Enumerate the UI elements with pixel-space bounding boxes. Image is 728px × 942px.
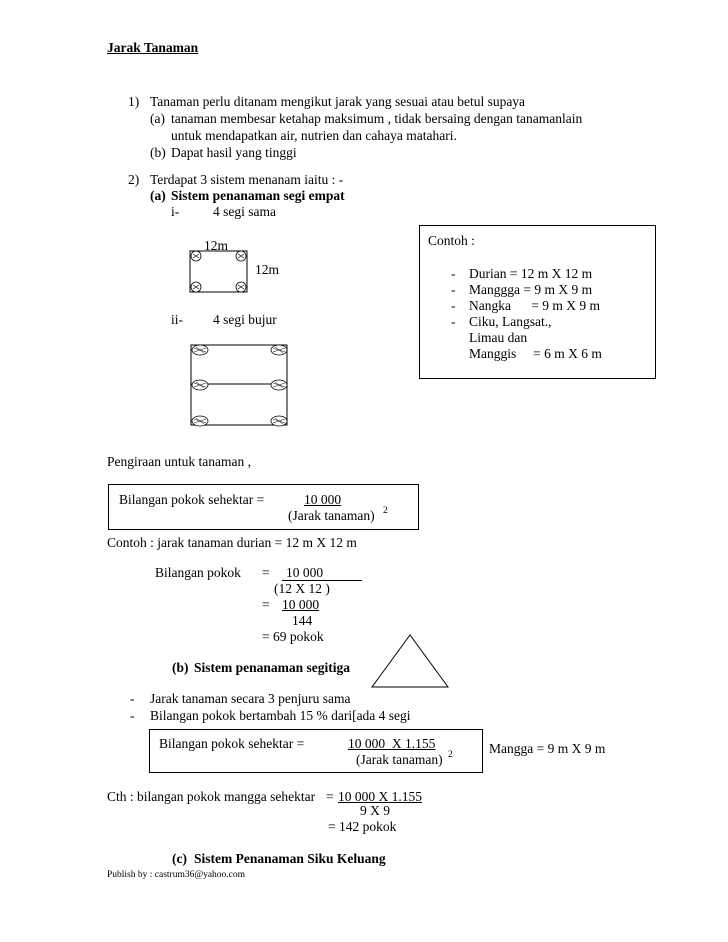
section1-b-text: Dapat hasil yang tinggi [171,145,297,160]
footer-publisher: Publish by : castrum36@yahoo.com [107,870,246,880]
pengiraan-heading: Pengiraan untuk tanaman , [107,454,251,469]
square-planting-diagram [186,246,252,296]
plant-circle-icon [192,345,287,426]
calc1-eq2: = [262,597,270,612]
dimension-top-label: 12m [204,238,229,253]
bullet-item: Bilangan pokok bertambah 15 % dari[ada 4 segi [150,708,411,723]
mangga-note: Mangga = 9 m X 9 m [489,741,606,756]
calc2-eq: = [326,789,334,804]
subitem-i-label: i- [171,204,180,219]
calc2-label: Cth : bilangan pokok mangga sehektar [107,789,316,804]
formula1-denominator: (Jarak tanaman) [288,508,375,523]
calc1-num2: 10 000 [282,597,320,612]
contoh-item-dash: - [451,282,456,297]
list-number-1: 1) [128,94,140,109]
contoh-item: Durian = 12 m X 12 m [469,266,593,281]
calc1-result: = 69 pokok [262,629,324,644]
section1-a-text2: untuk mendapatkan air, nutrien dan cahaya matahari. [171,128,457,143]
calc1-eq: = [262,565,270,580]
bullet-item: Jarak tanaman secara 3 penjuru sama [150,691,351,706]
contoh-item-dash: - [451,298,456,313]
contoh-item-dash: - [451,266,456,281]
contoh-durian: Contoh : jarak tanaman durian = 12 m X 12 m [107,535,357,550]
calc1-den2: 144 [292,613,313,628]
formula1-label: Bilangan pokok sehektar = [119,492,265,507]
subitem-ii-text: 4 segi bujur [213,312,277,327]
section1-text: Tanaman perlu ditanam mengikut jarak yang sesuai atau betul supaya [150,94,526,109]
bullet-dash: - [130,708,135,723]
subitem-ii-label: ii- [171,312,183,327]
calc2-denominator: 9 X 9 [360,803,390,818]
formula1-numerator: 10 000 [304,492,342,507]
contoh-item-cont: Manggis = 6 m X 6 m [469,346,602,361]
formula2-label: Bilangan pokok sehektar = [159,736,305,751]
plant-circle-icon [191,251,246,292]
calc1-den1: (12 X 12 ) [274,581,330,596]
formula2-numerator: 10 000 X 1.155 [348,736,436,751]
triangle-planting-diagram [370,632,452,690]
calc2-numerator: 10 000 X 1.155 [338,789,422,804]
formula2-denominator: (Jarak tanaman) [356,752,443,767]
bullet-dash: - [130,691,135,706]
list-number-2: 2) [128,172,140,187]
calc2-result: = 142 pokok [328,819,397,834]
formula1-exponent: 2 [383,506,388,516]
section-c-label: (c) [172,851,187,866]
section1-a-label: (a) [150,111,165,126]
calc1-label: Bilangan pokok [155,565,241,580]
contoh-item: Nangka = 9 m X 9 m [469,298,600,313]
dimension-side-label: 12m [255,262,280,277]
section-b-label: (b) [172,660,189,675]
section2-a-heading: Sistem penanaman segi empat [171,188,345,203]
contoh-item: Ciku, Langsat., [469,314,552,329]
section-c-heading: Sistem Penanaman Siku Keluang [194,851,386,866]
contoh-item: Manggga = 9 m X 9 m [469,282,593,297]
calc1-num1: 10 000 [286,565,324,580]
rectangle-planting-diagram [186,338,292,432]
section2-a-label: (a) [150,188,166,203]
formula2-exponent: 2 [448,750,453,760]
contoh-box-title: Contoh : [428,233,475,248]
section1-a-text1: tanaman membesar ketahap maksimum , tidak bersaing dengan tanamanlain [171,111,583,126]
page-title: Jarak Tanaman [107,40,199,55]
section1-b-label: (b) [150,145,166,160]
contoh-item-cont: Limau dan [469,330,528,345]
section-b-heading: Sistem penanaman segitiga [194,660,351,675]
contoh-item-dash: - [451,314,456,329]
subitem-i-text: 4 segi sama [213,204,276,219]
section2-text: Terdapat 3 sistem menanam iaitu : - [150,172,344,187]
